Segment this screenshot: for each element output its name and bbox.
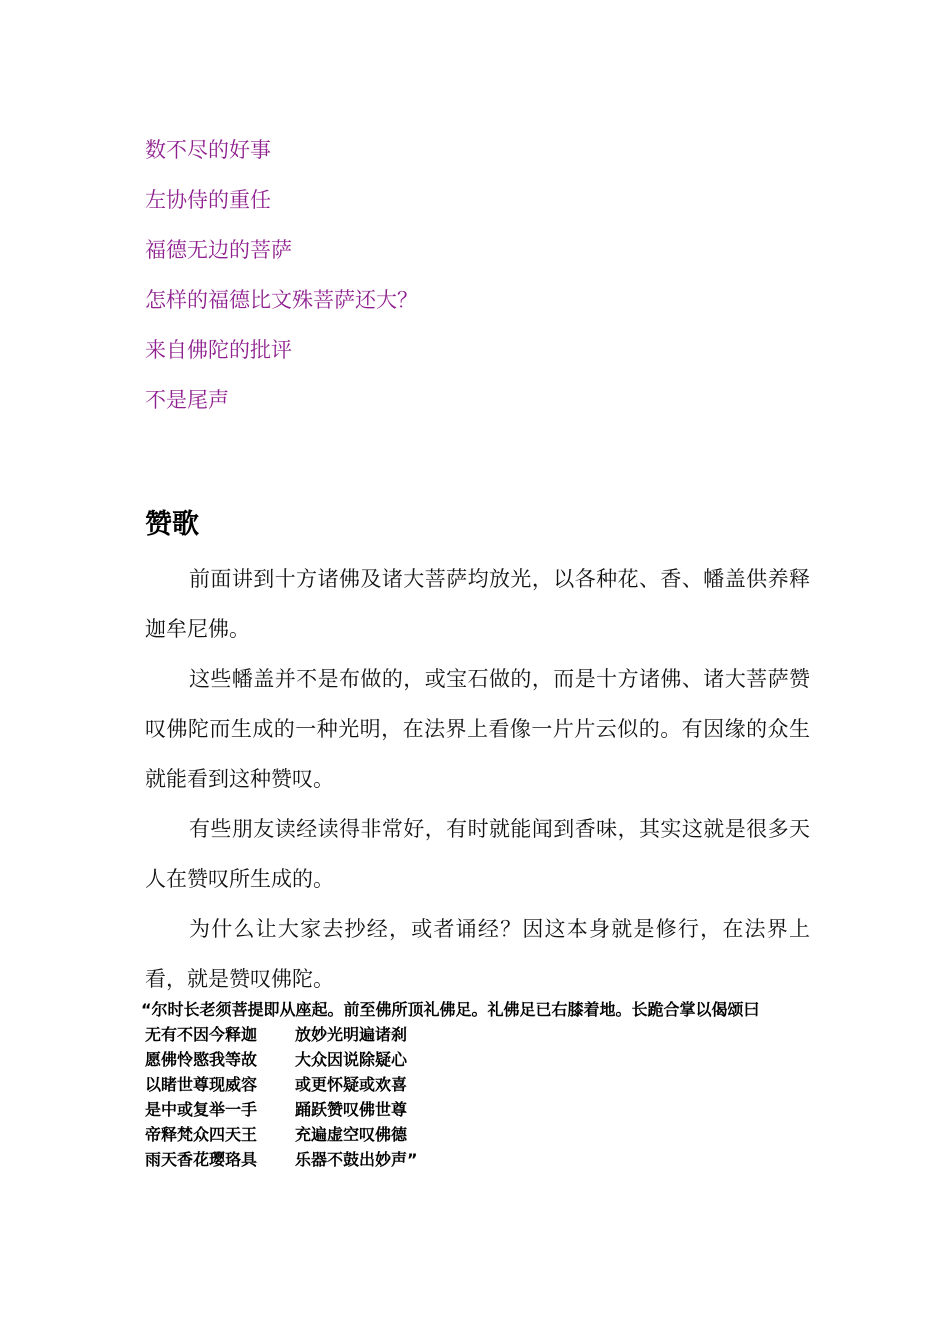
body-paragraph: 这些幡盖并不是布做的，或宝石做的，而是十方诸佛、诸大菩萨赞叹佛陀而生成的一种光明，在法界上看像一片片云似的。有因缘的众生就能看到这种赞叹。: [145, 667, 810, 791]
table-of-contents: [145, 135, 418, 435]
toc-item-label[interactable]: 来自佛陀的批评: [145, 338, 292, 362]
verse-second-half: 大众因说除疑心: [295, 1050, 408, 1069]
verse-line: [145, 1022, 810, 1047]
toc-item-label[interactable]: 数不尽的好事: [145, 138, 271, 162]
verse-second-half: 踊跃赞叹佛世尊: [295, 1100, 408, 1119]
toc-item-label[interactable]: 福德无边的菩萨: [145, 238, 292, 262]
toc-item-label[interactable]: 不是尾声: [145, 388, 229, 412]
verse-second-half: 放妙光明遍诸刹: [295, 1025, 408, 1044]
toc-item[interactable]: [145, 335, 418, 385]
verse-line: [145, 1147, 810, 1172]
verse-first-half: 帝释梵众四天王: [145, 1125, 258, 1144]
verse-first-half: 愿佛怜愍我等故: [145, 1050, 258, 1069]
toc-item-label[interactable]: 怎样的福德比文殊菩萨还大？: [145, 288, 418, 312]
quote-intro: “尔时长老须菩提即从座起。前至佛所顶礼佛足。礼佛足已右膝着地。长跪合掌以偈颂曰: [141, 1000, 760, 1019]
sutra-quote: [141, 997, 810, 1172]
toc-item[interactable]: [145, 385, 418, 435]
verse-second-half: 或更怀疑或欢喜: [295, 1075, 408, 1094]
section-heading: 赞歌: [145, 509, 199, 540]
verse-line: [145, 1047, 810, 1072]
verse-first-half: 雨天香花璎珞具: [145, 1150, 258, 1169]
verse-first-half: 是中或复举一手: [145, 1100, 258, 1119]
verse-line: [145, 1072, 810, 1097]
verse-second-half: 乐器不鼓出妙声”: [295, 1150, 418, 1169]
body-paragraph: 有些朋友读经读得非常好，有时就能闻到香味，其实这就是很多天人在赞叹所生成的。: [145, 817, 810, 891]
verse-second-half: 充遍虚空叹佛德: [295, 1125, 408, 1144]
toc-item[interactable]: [145, 185, 418, 235]
section-zange: [145, 505, 810, 1004]
toc-item[interactable]: [145, 235, 418, 285]
toc-item-label[interactable]: 左协侍的重任: [145, 188, 271, 212]
toc-item[interactable]: [145, 285, 418, 335]
body-paragraph: 前面讲到十方诸佛及诸大菩萨均放光，以各种花、香、幡盖供养释迦牟尼佛。: [145, 567, 810, 641]
verse-line: [145, 1097, 810, 1122]
verse-first-half: 无有不因今释迦: [145, 1025, 258, 1044]
verse-first-half: 以睹世尊现威容: [145, 1075, 258, 1094]
body-paragraph: 为什么让大家去抄经，或者诵经？因这本身就是修行，在法界上看，就是赞叹佛陀。: [145, 917, 810, 991]
toc-item[interactable]: [145, 135, 418, 185]
verse-line: [145, 1122, 810, 1147]
